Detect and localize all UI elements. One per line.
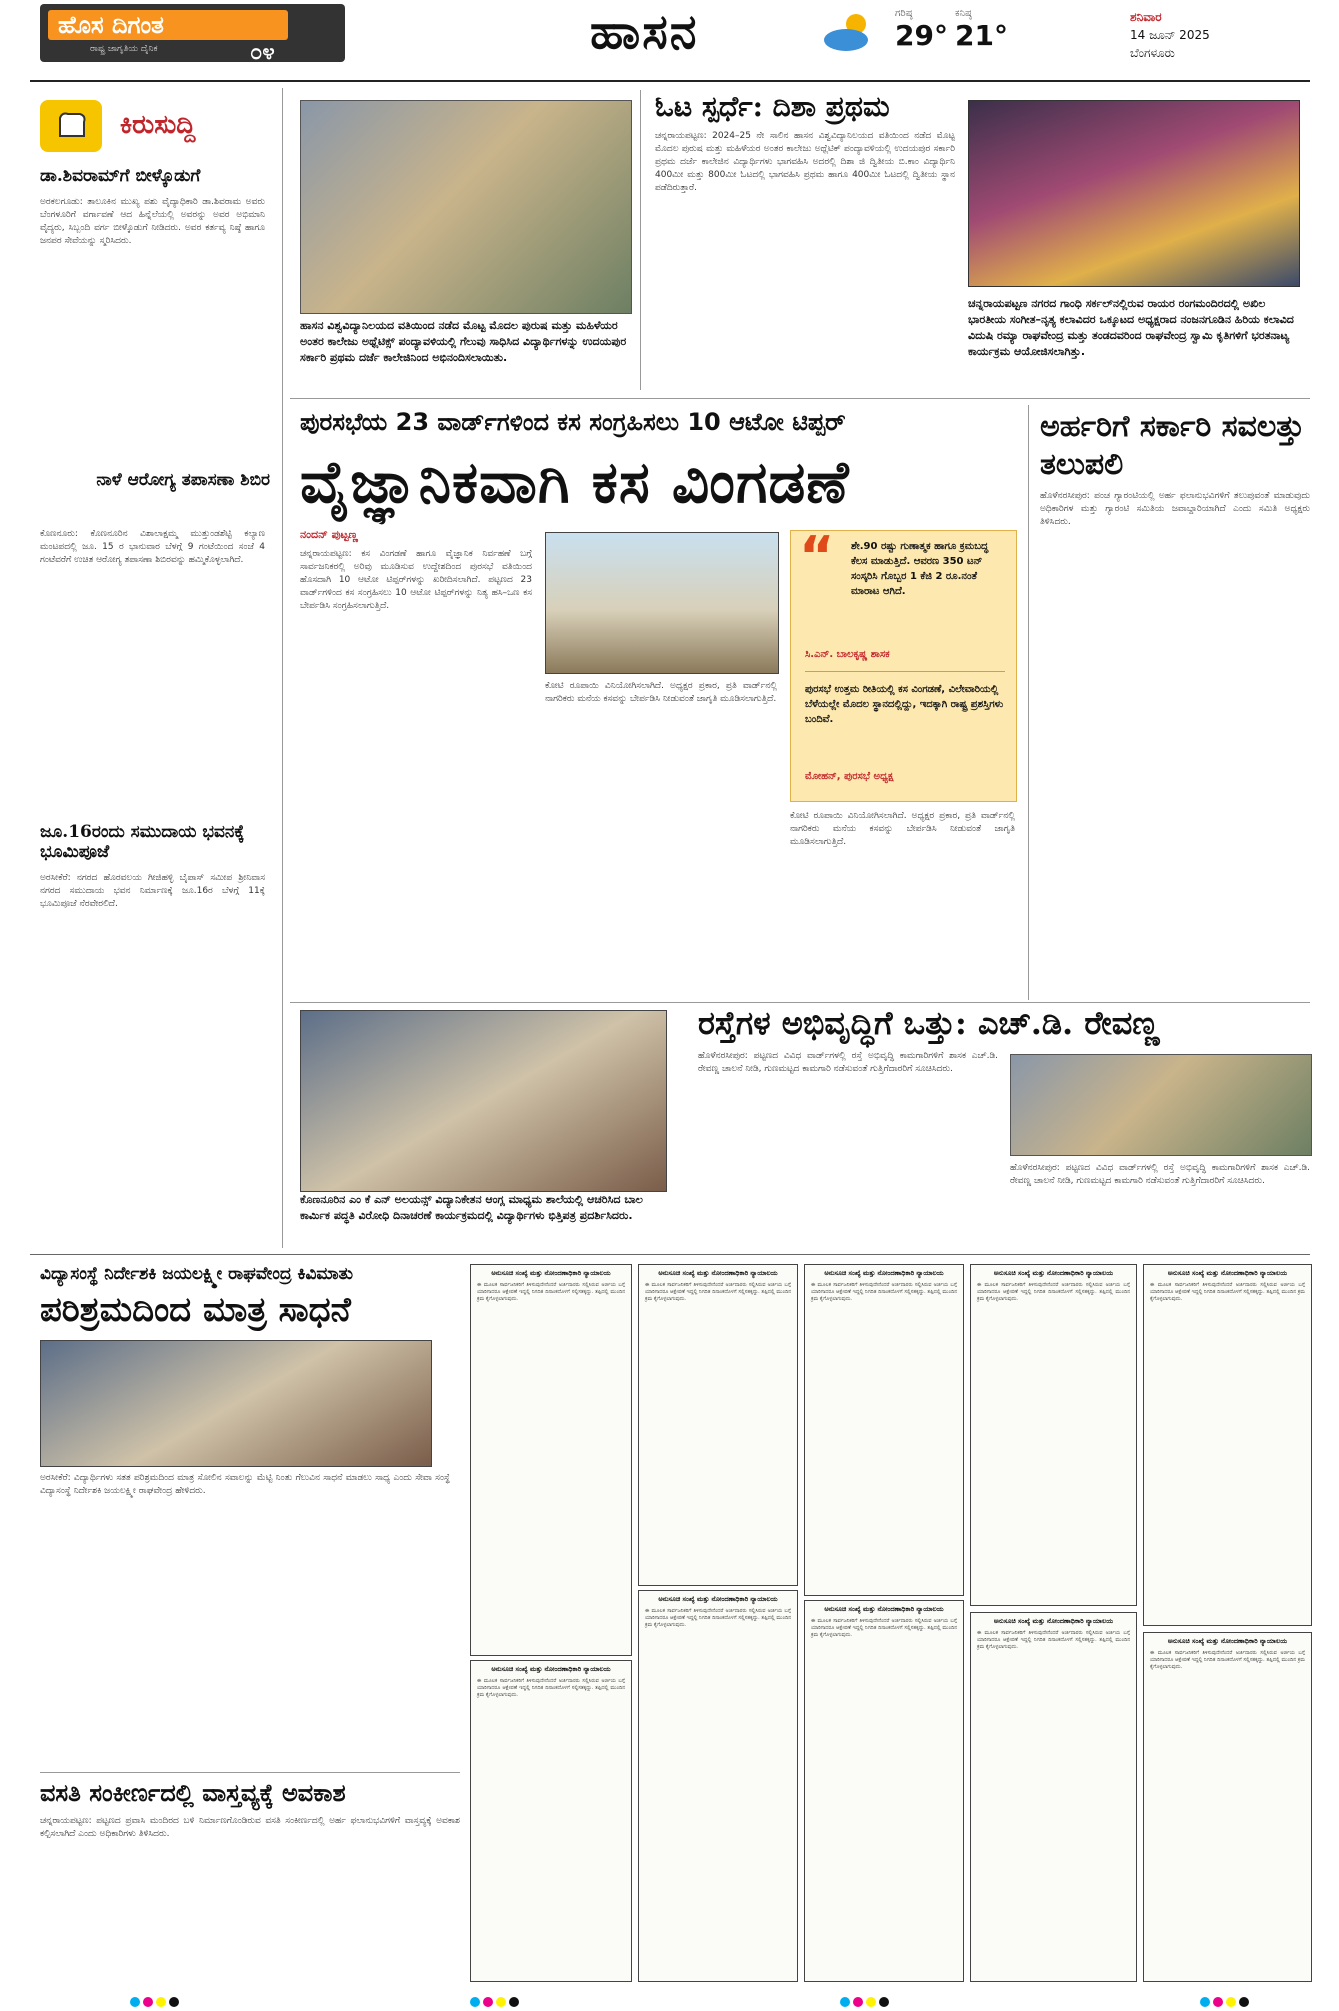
dance-caption: ಚನ್ನರಾಯಪಟ್ಟಣ ನಗರದ ಗಾಂಧಿ ಸರ್ಕಲ್‌ನಲ್ಲಿರುವ ರಾಯರ ರಂಗಮಂದಿರದಲ್ಲಿ ಅಖಿಲ ಭಾರತೀಯ ಸಂಗೀತ–ನೃತ್ಯ ಕಲಾವಿದರ ಒಕ್ಕೂಟದ ಅಧ್ಯಕ್ಷರಾದ ನಂಜನಗೂಡಿನ ಹಿರಿಯ ಕಲಾವಿದ ವಿದುಷಿ ರಮ್ಯಾ ರಾಘವೇಂದ್ರ ಮತ್ತು ತಂಡದವರಿಂದ ರಾಘವೇಂದ್ರ ಸ್ವಾಮಿ ಕೃತಿಗಳಿಗೆ ಭರತನಾಟ್ಯ ಕಾರ್ಯಕ್ರಮ ಆಯೋಜಿಸಲಾಗಿತ್ತು. [968,297,1294,358]
lead-byline: ನಂದನ್ ಪುಟ್ಟಣ್ಣ [300,528,358,541]
hostel-title: ವಸತಿ ಸಂಕೀರ್ಣದಲ್ಲಿ ವಾಸ್ತವ್ಯಕ್ಕೆ ಅವಕಾಶ [40,1778,346,1807]
quote-mark-icon: “ [799,525,835,588]
registration-marks [130,1992,190,2004]
athletes-photo [300,100,632,314]
brief-2-body: ಕೊಣನೂರು: ಕೊಣನೂರಿನ ವಿಶಾಲಾಕ್ಷಮ್ಮ ಮುತ್ತುಂಡಶೆಟ್ಟಿ ಕಲ್ಯಾಣ ಮಂಟಪದಲ್ಲಿ ಜೂ. 15 ರ ಭಾನುವಾರ ಬೆಳಗ್ಗೆ 9 ಗಂಟೆಯಿಂದ ಸಂಜೆ 4 ಗಂಟೆವರೆಗೆ ಉಚಿತ ಆರೋಗ್ಯ ತಪಾಸಣಾ ಶಿಬಿರವನ್ನು ಹಮ್ಮಿಕೊಳ್ಳಲಾಗಿದೆ. [40,529,265,565]
notice-header: ಅನುಸೂಚಿ ಸಂಖ್ಯೆ ಮತ್ತು ನೋಂದಣಾಧಿಕಾರಿ ನ್ಯಾಯಾಲಯ [491,1269,611,1277]
notice-body: ಈ ಮೂಲಕ ಸಾರ್ವಜನಿಕರಿಗೆ ತಿಳಿಸುವುದೇನೆಂದರೆ ಅರ್ಜಿದಾರರು ಸಲ್ಲಿಸಿರುವ ಅರ್ಜಿಯ ಬಗ್ಗೆ ಯಾರಿಗಾದರೂ ಆಕ್ಷೇಪಣೆ ಇದ್ದಲ್ಲಿ ನಿಗದಿತ ದಿನಾಂಕದೊಳಗೆ ಸಲ್ಲಿಸತಕ್ಕದ್ದು. ತಪ್ಪಿದಲ್ಲಿ ಮುಂದಿನ ಕ್ರಮ ಕೈಗೊಳ್ಳಲಾಗುವುದು. [1150,1650,1305,1670]
notice-header: ಅನುಸೂಚಿ ಸಂಖ್ಯೆ ಮತ್ತು ನೋಂದಣಾಧಿಕಾರಿ ನ್ಯಾಯಾಲಯ [824,1269,944,1277]
legal-notice [804,1600,964,1982]
issue-date: 14 ಜೂನ್ 2025 [1130,28,1210,42]
edition-city: ಹಾಸನ [590,4,699,60]
page-number: ೦೪ [250,40,275,65]
temperature-box [895,8,1015,64]
road-photo [1010,1054,1312,1156]
quote-box [790,525,1017,802]
legal-notice [470,1660,632,1982]
max-temp-label: ಗರಿಷ್ಠ [895,8,913,19]
athletes-caption: ಹಾಸನ ವಿಶ್ವವಿದ್ಯಾನಿಲಯದ ವತಿಯಿಂದ ನಡೆದ ಮೊಟ್ಟ ಮೊದಲ ಪುರುಷ ಮತ್ತು ಮಹಿಳೆಯರ ಅಂತರ ಕಾಲೇಜು ಅಥ್ಲೆಟಿಕ್ಸ್ ಪಂದ್ಯಾವಳಿಯಲ್ಲಿ ಗೆಲುವು ಸಾಧಿಸಿದ ವಿದ್ಯಾರ್ಥಿಗಳನ್ನು ಉದಯಪುರ ಸರ್ಕಾರಿ ಪ್ರಥಮ ದರ್ಜೆ ಕಾಲೇಜಿನಿಂದ ಅಭಿನಂದಿಸಲಾಯಿತು. [300,319,627,364]
weekday: ಶನಿವಾರ [1130,10,1162,24]
notice-header: ಅನುಸೂಚಿ ಸಂಖ್ಯೆ ಮತ್ತು ನೋಂದಣಾಧಿಕಾರಿ ನ್ಯಾಯಾಲಯ [1167,1269,1288,1277]
notice-header: ಅನುಸೂಚಿ ಸಂಖ್ಯೆ ಮತ್ತು ನೋಂದಣಾಧಿಕಾರಿ ನ್ಯಾಯಾಲಯ [993,1269,1114,1277]
min-temp-label: ಕನಿಷ್ಠ [955,8,972,19]
brief-1-body: ಅರಕಲಗೂಡು: ತಾಲೂಕಿನ ಮುಖ್ಯ ಪಶು ವೈದ್ಯಾಧಿಕಾರಿ ಡಾ.ಶಿವರಾಮ ಅವರು ಬೆಂಗಳೂರಿಗೆ ವರ್ಗಾವಣೆ ಆದ ಹಿನ್ನೆಲೆಯಲ್ಲಿ ಅವರನ್ನು ಅವರ ಅಭಿಮಾನಿ ವೈದ್ಯರು, ಸಿಬ್ಬಂದಿ ವರ್ಗ ಬೀಳ್ಕೊಡುಗೆ ನೀಡಿದರು. ಅವರ ಕರ್ತವ್ಯ ನಿಷ್ಠೆ ಹಾಗೂ ಜನಪರ ಸೇವೆಯನ್ನು ಸ್ಮರಿಸಿದರು. [40,197,265,246]
brief-2-title: ನಾಳೆ ಆರೋಗ್ಯ ತಪಾಸಣಾ ಶಿಬಿರ [96,470,270,490]
quote-2-author: ಮೋಹನ್, ಪುರಸಭೆ ಅಧ್ಯಕ್ಷ [805,771,894,782]
road-title: ರಸ್ತೆಗಳ ಅಭಿವೃದ್ಧಿಗೆ ಒತ್ತು: ಎಚ್.ಡಿ. ರೇವಣ್ಣ [698,1004,1160,1042]
brand-tagline: ರಾಷ್ಟ್ರ ಜಾಗೃತಿಯ ದೈನಿಕ [90,44,158,54]
registration-marks [840,1992,900,2004]
education-kicker: ವಿದ್ಯಾಸಂಸ್ಥೆ ನಿರ್ದೇಶಕಿ ಜಯಲಕ್ಷ್ಮೀ ರಾಘವೇಂದ್ರ ಕಿವಿಮಾತು [40,1264,354,1284]
column-divider [1028,405,1029,1000]
lead-sidebar-text: ಕೋಟಿ ರೂಪಾಯಿ ವಿನಿಯೋಗಿಸಲಾಗಿದೆ. ಅಧ್ಯಕ್ಷರ ಪ್ರಕಾರ, ಪ್ರತಿ ವಾರ್ಡ್‌ನಲ್ಲಿ ನಾಗರಿಕರು ಮನೆಯ ಕಸವನ್ನು ಬೇರ್ಪಡಿಸಿ ನೀಡುವಂತೆ ಜಾಗೃತಿ ಮೂಡಿಸಲಾಗುತ್ತಿದೆ. [790,811,1015,847]
date-block [1130,8,1310,62]
legal-notice [970,1612,1137,1982]
dance-photo [968,100,1300,287]
education-body: ಅರಸೀಕೆರೆ: ವಿದ್ಯಾರ್ಥಿಗಳು ಸತತ ಪರಿಶ್ರಮದಿಂದ ಮಾತ್ರ ಸೋಲಿನ ಸವಾಲನ್ನು ಮೆಟ್ಟಿ ನಿಂತು ಗೆಲುವಿನ ಸಾಧನೆ ಮಾಡಲು ಸಾಧ್ಯ ಎಂದು ಸೇವಾ ಸಂಸ್ಥೆ ವಿದ್ಯಾಸಂಸ್ಥೆ ನಿರ್ದೇಶಕಿ ಜಯಲಕ್ಷ್ಮೀ ರಾಘವೇಂದ್ರ ಹೇಳಿದರು. [40,1473,450,1496]
quote-1-text: ಶೇ.90 ರಷ್ಟು ಗುಣಾತ್ಮಕ ಹಾಗೂ ಕ್ರಮಬದ್ಧ ಕೆಲಸ ಮಾಡುತ್ತಿದೆ. ಆವರಣ 350 ಟನ್ ಸಂಸ್ಕರಿಸಿ ಗೊಬ್ಬರ 1 ಕೆಜಿ 2 ರೂ.ನಂತೆ ಮಾರಾಟ ಆಗಿದೆ. [851,541,989,597]
notice-body: ಈ ಮೂಲಕ ಸಾರ್ವಜನಿಕರಿಗೆ ತಿಳಿಸುವುದೇನೆಂದರೆ ಅರ್ಜಿದಾರರು ಸಲ್ಲಿಸಿರುವ ಅರ್ಜಿಯ ಬಗ್ಗೆ ಯಾರಿಗಾದರೂ ಆಕ್ಷೇಪಣೆ ಇದ್ದಲ್ಲಿ ನಿಗದಿತ ದಿನಾಂಕದೊಳಗೆ ಸಲ್ಲಿಸತಕ್ಕದ್ದು. ತಪ್ಪಿದಲ್ಲಿ ಮುಂದಿನ ಕ್ರಮ ಕೈಗೊಳ್ಳಲಾಗುವುದು. [645,1282,791,1302]
school-rally-caption: ಕೊಣನೂರಿನ ಎಂ ಕೆ ಎನ್ ಅಲಯನ್ಸ್ ವಿದ್ಯಾನಿಕೇತನ ಆಂಗ್ಲ ಮಾಧ್ಯಮ ಶಾಲೆಯಲ್ಲಿ ಆಚರಿಸಿದ ಬಾಲ ಕಾರ್ಮಿಕ ಪದ್ಧತಿ ವಿರೋಧಿ ದಿನಾಚರಣೆ ಕಾರ್ಯಕ್ರಮದಲ್ಲಿ ವಿದ್ಯಾರ್ಥಿಗಳು ಭಿತ್ತಿಪತ್ರ ಪ್ರದರ್ಶಿಸಿದರು. [300,1193,643,1222]
masthead [0,0,1339,80]
notice-header: ಅನುಸೂಚಿ ಸಂಖ್ಯೆ ಮತ್ತು ನೋಂದಣಾಧಿಕಾರಿ ನ್ಯಾಯಾಲಯ [491,1665,611,1673]
kiru-suddi-header [40,100,265,152]
brief-1-title: ಡಾ.ಶಿವರಾಮ್‌ಗೆ ಬೀಳ್ಕೊಡುಗೆ [40,166,201,186]
registration-marks [1200,1992,1260,2004]
welfare-title: ಅರ್ಹರಿಗೆ ಸರ್ಕಾರಿ ಸವಲತ್ತು ತಲುಪಲಿ [1040,409,1305,482]
quote-2-text: ಪುರಸಭೆ ಉತ್ತಮ ರೀತಿಯಲ್ಲಿ ಕಸ ವಿಂಗಡಣೆ, ವಿಲೇವಾರಿಯಲ್ಲಿ ಬೆಳೆಯಲ್ಲೇ ಮೊದಲ ಸ್ಥಾನದಲ್ಲಿದ್ದು, ಇದಕ್ಕಾಗಿ ರಾಷ್ಟ್ರ ಪ್ರಶಸ್ತಿಗಳು ಬಂದಿವೆ. [805,671,1005,727]
notice-body: ಈ ಮೂಲಕ ಸಾರ್ವಜನಿಕರಿಗೆ ತಿಳಿಸುವುದೇನೆಂದರೆ ಅರ್ಜಿದಾರರು ಸಲ್ಲಿಸಿರುವ ಅರ್ಜಿಯ ಬಗ್ಗೆ ಯಾರಿಗಾದರೂ ಆಕ್ಷೇಪಣೆ ಇದ್ದಲ್ಲಿ ನಿಗದಿತ ದಿನಾಂಕದೊಳಗೆ ಸಲ್ಲಿಸತಕ್ಕದ್ದು. ತಪ್ಪಿದಲ್ಲಿ ಮುಂದಿನ ಕ್ರಮ ಕೈಗೊಳ್ಳಲಾಗುವುದು. [645,1608,791,1628]
road-body: ಹೊಳೆನರಸೀಪುರ: ಪಟ್ಟಣದ ವಿವಿಧ ವಾರ್ಡ್‌ಗಳಲ್ಲಿ ರಸ್ತೆ ಅಭಿವೃದ್ಧಿ ಕಾಮಗಾರಿಗಳಿಗೆ ಶಾಸಕ ಎಚ್.ಡಿ. ರೇವಣ್ಣ ಚಾಲನೆ ನೀಡಿ, ಗುಣಮಟ್ಟದ ಕಾಮಗಾರಿ ನಡೆಸುವಂತೆ ಗುತ್ತಿಗೆದಾರರಿಗೆ ಸೂಚಿಸಿದರು. [698,1051,998,1074]
legal-notice [638,1590,798,1982]
column-divider [640,90,641,390]
column-divider [282,88,283,1248]
issue-place: ಬೆಂಗಳೂರು [1130,46,1175,60]
lead-kicker: ಪುರಸಭೆಯ 23 ವಾರ್ಡ್‌ಗಳಿಂದ ಕಸ ಸಂಗ್ರಹಿಸಲು 10 ಆಟೋ ಟಿಪ್ಪರ್ [300,408,846,436]
registration-marks [470,1992,530,2004]
masthead-rule [30,80,1310,82]
section-rule [40,1772,460,1773]
notice-body: ಈ ಮೂಲಕ ಸಾರ್ವಜನಿಕರಿಗೆ ತಿಳಿಸುವುದೇನೆಂದರೆ ಅರ್ಜಿದಾರರು ಸಲ್ಲಿಸಿರುವ ಅರ್ಜಿಯ ಬಗ್ಗೆ ಯಾರಿಗಾದರೂ ಆಕ್ಷೇಪಣೆ ಇದ್ದಲ್ಲಿ ನಿಗದಿತ ದಿನಾಂಕದೊಳಗೆ ಸಲ್ಲಿಸತಕ್ಕದ್ದು. ತಪ್ಪಿದಲ್ಲಿ ಮುಂದಿನ ಕ್ರಮ ಕೈಗೊಳ್ಳಲಾಗುವುದು. [477,1282,625,1302]
school-rally-photo [300,1010,667,1192]
max-temp: 29° [895,19,948,52]
tipper-photo [545,532,779,674]
notice-header: ಅನುಸೂಚಿ ಸಂಖ್ಯೆ ಮತ್ತು ನೋಂದಣಾಧಿಕಾರಿ ನ್ಯಾಯಾಲಯ [658,1595,778,1603]
road-body-continued: ಹೊಳೆನರಸೀಪುರ: ಪಟ್ಟಣದ ವಿವಿಧ ವಾರ್ಡ್‌ಗಳಲ್ಲಿ ರಸ್ತೆ ಅಭಿವೃದ್ಧಿ ಕಾಮಗಾರಿಗಳಿಗೆ ಶಾಸಕ ಎಚ್.ಡಿ. ರೇವಣ್ಣ ಚಾಲನೆ ನೀಡಿ, ಗುಣಮಟ್ಟದ ಕಾಮಗಾರಿ ನಡೆಸುವಂತೆ ಗುತ್ತಿಗೆದಾರರಿಗೆ ಸೂಚಿಸಿದರು. [1010,1163,1310,1186]
notice-header: ಅನುಸೂಚಿ ಸಂಖ್ಯೆ ಮತ್ತು ನೋಂದಣಾಧಿಕಾರಿ ನ್ಯಾಯಾಲಯ [993,1617,1114,1625]
education-title: ಪರಿಶ್ರಮದಿಂದ ಮಾತ್ರ ಸಾಧನೆ [40,1290,351,1330]
legal-notice [970,1264,1137,1606]
legal-notice [470,1264,632,1656]
hostel-body: ಚನ್ನರಾಯಪಟ್ಟಣ: ಪಟ್ಟಣದ ಪ್ರವಾಸಿ ಮಂದಿರದ ಬಳಿ ನಿರ್ಮಾಣಗೊಂಡಿರುವ ವಸತಿ ಸಂಕೀರ್ಣದಲ್ಲಿ ಅರ್ಹ ಫಲಾನುಭವಿಗಳಿಗೆ ವಾಸ್ತವ್ಯಕ್ಕೆ ಅವಕಾಶ ಕಲ್ಪಿಸಲಾಗಿದೆ ಎಂದು ಅಧಿಕಾರಿಗಳು ತಿಳಿಸಿದರು. [40,1816,460,1839]
notice-header: ಅನುಸೂಚಿ ಸಂಖ್ಯೆ ಮತ್ತು ನೋಂದಣಾಧಿಕಾರಿ ನ್ಯಾಯಾಲಯ [658,1269,778,1277]
race-body: ಚನ್ನರಾಯಪಟ್ಟಣ: 2024–25 ನೇ ಸಾಲಿನ ಹಾಸನ ವಿಶ್ವವಿದ್ಯಾನಿಲಯದ ವತಿಯಿಂದ ನಡೆದ ಮೊಟ್ಟ ಮೊದಲ ಪುರುಷ ಮತ್ತು ಮಹಿಳೆಯರ ಅಂತರ ಕಾಲೇಜು ಅಥ್ಲೆಟಿಕ್ ಪಂದ್ಯಾವಳಿಯಲ್ಲಿ ಉದಯಪುರ ಸರ್ಕಾರಿ ಪ್ರಥಮ ದರ್ಜೆ ಕಾಲೇಜಿನ ವಿದ್ಯಾರ್ಥಿಗಳು ಭಾಗವಹಿಸಿ ಅದರಲ್ಲಿ ದಿಶಾ ಜಿ ದ್ವಿತೀಯ ಬಿ.ಕಾಂ ವಿದ್ಯಾರ್ಥಿನಿ 400ಮೀ ಮತ್ತು 800ಮೀ ಓಟದಲ್ಲಿ ಭಾಗವಹಿಸಿ ಪ್ರಥಮ ಹಾಗೂ 400ಮೀ ಓಟದಲ್ಲಿ ದ್ವಿತೀಯ ಸ್ಥಾನ ಪಡೆದಿರುತ್ತಾರೆ. [655,131,955,193]
lead-body: ಚನ್ನರಾಯಪಟ್ಟಣ: ಕಸ ವಿಂಗಡಣೆ ಹಾಗೂ ವೈಜ್ಞಾನಿಕ ನಿರ್ವಹಣೆ ಬಗ್ಗೆ ಸಾರ್ವಜನಿಕರಲ್ಲಿ ಅರಿವು ಮೂಡಿಸುವ ಉದ್ದೇಶದಿಂದ ಪುರಸಭೆ ವತಿಯಿಂದ ಹೊಸದಾಗಿ 10 ಆಟೋ ಟಿಪ್ಪರ್‌ಗಳನ್ನು ಖರೀದಿಸಲಾಗಿದೆ. ಪಟ್ಟಣದ 23 ವಾರ್ಡ್‌ಗಳಿಂದ ಕಸ ಸಂಗ್ರಹಿಸಲು 10 ಆಟೋ ಟಿಪ್ಪರ್‌ಗಳನ್ನು ನಿತ್ಯ ಹಸಿ–ಒಣ ಕಸ ಬೇರ್ಪಡಿಸಿ ಸಂಗ್ರಹಿಸಲಾಗುತ್ತಿದೆ. [300,549,532,611]
legal-notice [1143,1632,1312,1982]
kiru-suddi-label: ಕಿರುಸುದ್ದಿ [120,110,196,140]
brief-3-title: ಜೂ.16ರಂದು ಸಮುದಾಯ ಭವನಕ್ಕೆ ಭೂಮಿಪೂಜೆ [40,822,245,862]
min-temp: 21° [955,19,1008,52]
section-rule [290,1002,1310,1003]
weather-icon [820,10,880,54]
lead-body-continued: ಕೋಟಿ ರೂಪಾಯಿ ವಿನಿಯೋಗಿಸಲಾಗಿದೆ. ಅಧ್ಯಕ್ಷರ ಪ್ರಕಾರ, ಪ್ರತಿ ವಾರ್ಡ್‌ನಲ್ಲಿ ನಾಗರಿಕರು ಮನೆಯ ಕಸವನ್ನು ಬೇರ್ಪಡಿಸಿ ನೀಡುವಂತೆ ಜಾಗೃತಿ ಮೂಡಿಸಲಾಗುತ್ತಿದೆ. [545,681,777,704]
students-photo [40,1340,432,1467]
brand-logo: ಹೊಸ ದಿಗಂತ [48,10,288,40]
welfare-body: ಹೊಳೆನರಸೀಪುರ: ಪಂಚ ಗ್ಯಾರಂಟಿಯಲ್ಲಿ ಅರ್ಹ ಫಲಾನುಭವಿಗಳಿಗೆ ತಲುಪುವಂತೆ ಮಾಡುವುದು ಅಧಿಕಾರಿಗಳ ಮತ್ತು ಗ್ಯಾರಂಟಿ ಸಮಿತಿಯ ಜವಾಬ್ದಾರಿಯಾಗಿದೆ ಎಂದು ಸಮಿತಿ ಅಧ್ಯಕ್ಷರು ತಿಳಿಸಿದರು. [1040,491,1310,527]
section-rule [290,398,1310,399]
notice-body: ಈ ಮೂಲಕ ಸಾರ್ವಜನಿಕರಿಗೆ ತಿಳಿಸುವುದೇನೆಂದರೆ ಅರ್ಜಿದಾರರು ಸಲ್ಲಿಸಿರುವ ಅರ್ಜಿಯ ಬಗ್ಗೆ ಯಾರಿಗಾದರೂ ಆಕ್ಷೇಪಣೆ ಇದ್ದಲ್ಲಿ ನಿಗದಿತ ದಿನಾಂಕದೊಳಗೆ ಸಲ್ಲಿಸತಕ್ಕದ್ದು. ತಪ್ಪಿದಲ್ಲಿ ಮುಂದಿನ ಕ್ರಮ ಕೈಗೊಳ್ಳಲಾಗುವುದು. [977,1630,1130,1650]
notice-body: ಈ ಮೂಲಕ ಸಾರ್ವಜನಿಕರಿಗೆ ತಿಳಿಸುವುದೇನೆಂದರೆ ಅರ್ಜಿದಾರರು ಸಲ್ಲಿಸಿರುವ ಅರ್ಜಿಯ ಬಗ್ಗೆ ಯಾರಿಗಾದರೂ ಆಕ್ಷೇಪಣೆ ಇದ್ದಲ್ಲಿ ನಿಗದಿತ ದಿನಾಂಕದೊಳಗೆ ಸಲ್ಲಿಸತಕ್ಕದ್ದು. ತಪ್ಪಿದಲ್ಲಿ ಮುಂದಿನ ಕ್ರಮ ಕೈಗೊಳ್ಳಲಾಗುವುದು. [811,1282,957,1302]
quote-1-author: ಸಿ.ಎನ್. ಬಾಲಕೃಷ್ಣ ಶಾಸಕ [805,649,890,660]
hand-icon [40,100,102,152]
newspaper-brand [40,4,345,65]
lead-headline: ವೈಜ್ಞಾನಿಕವಾಗಿ ಕಸ ವಿಂಗಡಣೆ [300,448,850,516]
notice-body: ಈ ಮೂಲಕ ಸಾರ್ವಜನಿಕರಿಗೆ ತಿಳಿಸುವುದೇನೆಂದರೆ ಅರ್ಜಿದಾರರು ಸಲ್ಲಿಸಿರುವ ಅರ್ಜಿಯ ಬಗ್ಗೆ ಯಾರಿಗಾದರೂ ಆಕ್ಷೇಪಣೆ ಇದ್ದಲ್ಲಿ ನಿಗದಿತ ದಿನಾಂಕದೊಳಗೆ ಸಲ್ಲಿಸತಕ್ಕದ್ದು. ತಪ್ಪಿದಲ್ಲಿ ಮುಂದಿನ ಕ್ರಮ ಕೈಗೊಳ್ಳಲಾಗುವುದು. [977,1282,1130,1302]
section-rule [30,1254,1310,1255]
notice-body: ಈ ಮೂಲಕ ಸಾರ್ವಜನಿಕರಿಗೆ ತಿಳಿಸುವುದೇನೆಂದರೆ ಅರ್ಜಿದಾರರು ಸಲ್ಲಿಸಿರುವ ಅರ್ಜಿಯ ಬಗ್ಗೆ ಯಾರಿಗಾದರೂ ಆಕ್ಷೇಪಣೆ ಇದ್ದಲ್ಲಿ ನಿಗದಿತ ದಿನಾಂಕದೊಳಗೆ ಸಲ್ಲಿಸತಕ್ಕದ್ದು. ತಪ್ಪಿದಲ್ಲಿ ಮುಂದಿನ ಕ್ರಮ ಕೈಗೊಳ್ಳಲಾಗುವುದು. [1150,1282,1305,1302]
legal-notice [638,1264,798,1586]
brief-3-body: ಅರಸೀಕೆರೆ: ನಗರದ ಹೊರವಲಯ ಗೀಜಿಹಳ್ಳಿ ಬೈಪಾಸ್ ಸಮೀಪ ಶ್ರೀನಿವಾಸ ನಗರದ ಸಮುದಾಯ ಭವನ ನಿರ್ಮಾಣಕ್ಕೆ ಜೂ.16ರ ಬೆಳಗ್ಗೆ 11ಕ್ಕೆ ಭೂಮಿಪೂಜೆ ನೆರವೇರಲಿದೆ. [40,873,265,909]
notice-header: ಅನುಸೂಚಿ ಸಂಖ್ಯೆ ಮತ್ತು ನೋಂದಣಾಧಿಕಾರಿ ನ್ಯಾಯಾಲಯ [824,1605,944,1613]
race-title: ಓಟ ಸ್ಪರ್ಧೆ: ದಿಶಾ ಪ್ರಥಮ [655,90,890,123]
notice-body: ಈ ಮೂಲಕ ಸಾರ್ವಜನಿಕರಿಗೆ ತಿಳಿಸುವುದೇನೆಂದರೆ ಅರ್ಜಿದಾರರು ಸಲ್ಲಿಸಿರುವ ಅರ್ಜಿಯ ಬಗ್ಗೆ ಯಾರಿಗಾದರೂ ಆಕ್ಷೇಪಣೆ ಇದ್ದಲ್ಲಿ ನಿಗದಿತ ದಿನಾಂಕದೊಳಗೆ ಸಲ್ಲಿಸತಕ್ಕದ್ದು. ತಪ್ಪಿದಲ್ಲಿ ಮುಂದಿನ ಕ್ರಮ ಕೈಗೊಳ್ಳಲಾಗುವುದು. [477,1678,625,1698]
notice-header: ಅನುಸೂಚಿ ಸಂಖ್ಯೆ ಮತ್ತು ನೋಂದಣಾಧಿಕಾರಿ ನ್ಯಾಯಾಲಯ [1167,1637,1288,1645]
notice-body: ಈ ಮೂಲಕ ಸಾರ್ವಜನಿಕರಿಗೆ ತಿಳಿಸುವುದೇನೆಂದರೆ ಅರ್ಜಿದಾರರು ಸಲ್ಲಿಸಿರುವ ಅರ್ಜಿಯ ಬಗ್ಗೆ ಯಾರಿಗಾದರೂ ಆಕ್ಷೇಪಣೆ ಇದ್ದಲ್ಲಿ ನಿಗದಿತ ದಿನಾಂಕದೊಳಗೆ ಸಲ್ಲಿಸತಕ್ಕದ್ದು. ತಪ್ಪಿದಲ್ಲಿ ಮುಂದಿನ ಕ್ರಮ ಕೈಗೊಳ್ಳಲಾಗುವುದು. [811,1618,957,1638]
legal-notice [804,1264,964,1596]
legal-notice [1143,1264,1312,1626]
